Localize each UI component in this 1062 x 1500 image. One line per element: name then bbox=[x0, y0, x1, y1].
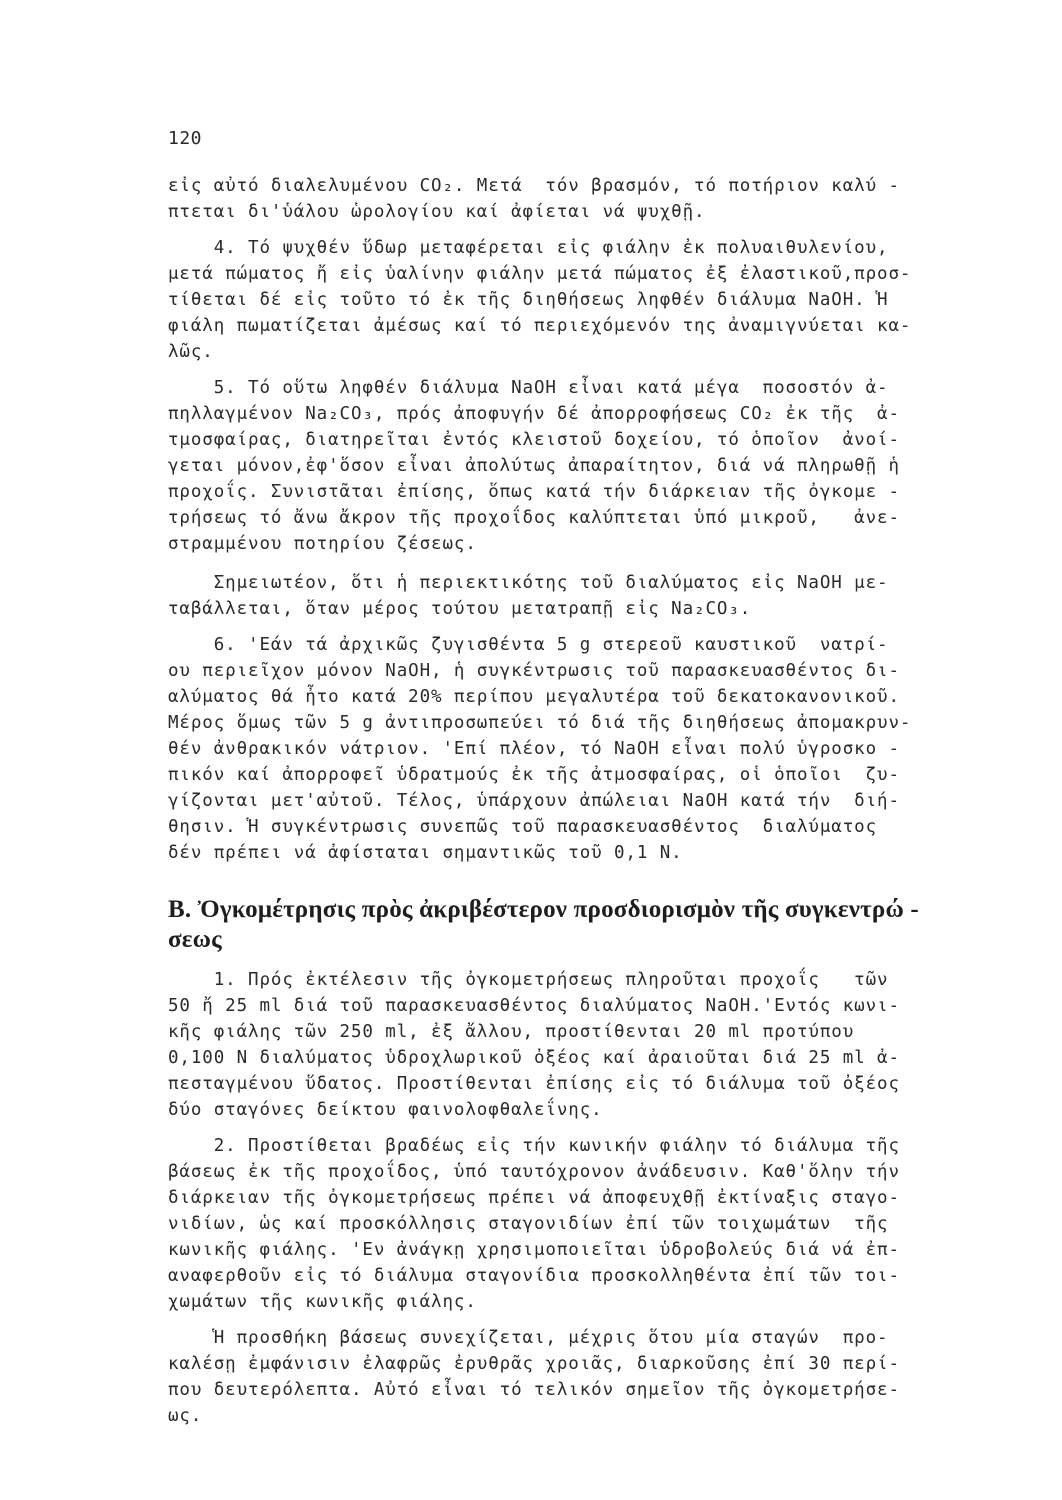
text-line: πτεται δι'ὑάλου ὡρολογίου καί ἀφίεται νά ψυχθῇ. bbox=[168, 202, 706, 222]
text-line: μετά πώματος ἤ εἰς ὑαλίνην φιάλην μετά πώματος ἐξ ἐλαστικοῦ,προσ- bbox=[168, 264, 912, 284]
text-line: φιάλη πωματίζεται ἀμέσως καί τό περιεχόμενόν της ἀναμιγνύεται κα- bbox=[168, 316, 912, 336]
text-line: πεσταγμένου ὕδατος. Προστίθενται ἐπίσης εἰς τό διάλυμα τοῦ ὀξέος bbox=[168, 1074, 900, 1094]
text-line: θέν ἀνθρακικόν νάτριον. 'Επί πλέον, τό NaOH εἶναι πολύ ὑγροσκο - bbox=[168, 739, 900, 759]
text-line: χωμάτων τῆς κωνικῆς φιάλης. bbox=[168, 1292, 477, 1312]
text-line: καλέσῃ ἐμφάνισιν ἐλαφρῶς ἐρυθρᾶς χροιᾶς, διαρκοῦσης ἐπί 30 περί- bbox=[168, 1354, 900, 1374]
text-line: πηλλαγμένον Na₂CO₃, πρός ἀποφυγήν δέ ἀπορροφήσεως CO₂ ἐκ τῆς ἀ- bbox=[168, 404, 900, 424]
text-line: γεται μόνον,ἐφ'ὅσον εἶναι ἀπολύτως ἀπαραίτητον, διά νά πληρωθῇ ἡ bbox=[168, 456, 900, 476]
text-line: που δευτερόλεπτα. Αὐτό εἶναι τό τελικόν σημεῖον τῆς ὀγκομετρήσε- bbox=[168, 1380, 900, 1400]
text-line: εἰς αὐτό διαλελυμένου CO₂. Μετά τόν βρασμόν, τό ποτήριον καλύ - bbox=[168, 176, 900, 196]
text-line: θησιν. Ἡ συγκέντρωσις συνεπῶς τοῦ παρασκευασθέντος διαλύματος bbox=[168, 817, 878, 837]
text-line: τμοσφαίρας, διατηρεῖται ἐντός κλειστοῦ δοχείου, τό ὁποῖον ἀνοί- bbox=[168, 430, 900, 450]
text-line: Μέρος ὅμως τῶν 5 g ἀντιπροσωπεύει τό διά τῆς διηθήσεως ἀπομακρυν- bbox=[168, 713, 912, 733]
text-line: πικόν καί ἀπορροφεῖ ὑδρατμούς ἐκ τῆς ἀτμοσφαίρας, οἱ ὁποῖοι ζυ- bbox=[168, 765, 900, 785]
section-heading: Β. Ὀγκομέτρησις πρὸς ἀκριβέστερον προσδιορισμὸν τῆς συγκεντρώ - bbox=[168, 896, 919, 923]
text-line: στραμμένου ποτηρίου ζέσεως. bbox=[168, 534, 477, 554]
text-line: Σημειωτέον, ὅτι ἡ περιεκτικότης τοῦ διαλύματος εἰς NaOH με- bbox=[168, 573, 889, 593]
text-line: αναφερθοῦν εἰς τό διάλυμα σταγονίδια προσκολληθέντα ἐπί τῶν τοι- bbox=[168, 1266, 900, 1286]
text-line: 6. 'Εάν τά ἀρχικῶς ζυγισθέντα 5 g στερεοῦ καυστικοῦ νατρί- bbox=[168, 635, 889, 655]
text-line: νιδίων, ὡς καί προσκόλλησις σταγονιδίων ἐπί τῶν τοιχωμάτων τῆς bbox=[168, 1214, 889, 1234]
text-line: ως. bbox=[168, 1406, 203, 1426]
text-line: 2. Προστίθεται βραδέως εἰς τήν κωνικήν φιάλην τό διάλυμα τῆς bbox=[168, 1136, 900, 1156]
text-line: δύο σταγόνες δείκτου φαινολοφθαλεΐνης. bbox=[168, 1100, 603, 1120]
text-line: δέν πρέπει νά ἀφίσταται σημαντικῶς τοῦ 0,1 N. bbox=[168, 843, 683, 863]
text-line: τρήσεως τό ἄνω ἄκρον τῆς προχοΐδος καλύπτεται ὑπό μικροῦ, ἀνε- bbox=[168, 508, 900, 528]
text-line: 50 ἤ 25 ml διά τοῦ παρασκευασθέντος διαλύματος NaOH.'Εντός κωνι- bbox=[168, 996, 900, 1016]
text-line: 5. Τό οὕτω ληφθέν διάλυμα NaOH εἶναι κατά μέγα ποσοστόν ἀ- bbox=[168, 378, 889, 398]
text-line: γίζονται μετ'αὐτοῦ. Τέλος, ὑπάρχουν ἀπώλειαι NaOH κατά τήν διή- bbox=[168, 791, 900, 811]
text-line: ου περιεῖχον μόνον NaOH, ἡ συγκέντρωσις τοῦ παρασκευασθέντος δι- bbox=[168, 661, 900, 681]
text-line: 1. Πρός ἐκτέλεσιν τῆς ὀγκομετρήσεως πληροῦται προχοΐς τῶν bbox=[168, 970, 889, 990]
text-line: ταβάλλεται, ὅταν μέρος τούτου μετατραπῇ εἰς Na₂CO₃. bbox=[168, 599, 752, 619]
text-line: κῆς φιάλης τῶν 250 ml, ἐξ ἄλλου, προστίθενται 20 ml προτύπου bbox=[168, 1022, 855, 1042]
text-line: κωνικῆς φιάλης. 'Εν ἀνάγκῃ χρησιμοποιεῖται ὑδροβολεύς διά νά ἐπ- bbox=[168, 1240, 900, 1260]
text-line: τίθεται δέ εἰς τοῦτο τό ἐκ τῆς διηθήσεως ληφθέν διάλυμα NaOH. Ἡ bbox=[168, 290, 889, 310]
text-line: λῶς. bbox=[168, 342, 214, 362]
text-line: 0,100 N διαλύματος ὑδροχλωρικοῦ ὀξέος καί ἀραιοῦται διά 25 ml ἀ- bbox=[168, 1048, 900, 1068]
text-line: διάρκειαν τῆς ὀγκομετρήσεως πρέπει νά ἀποφευχθῇ ἐκτίναξις σταγο- bbox=[168, 1188, 900, 1208]
section-heading: σεως bbox=[168, 926, 222, 953]
page-number: 120 bbox=[168, 128, 203, 149]
text-line: 4. Τό ψυχθέν ὕδωρ μεταφέρεται εἰς φιάλην ἐκ πολυαιθυλενίου, bbox=[168, 238, 889, 258]
text-line: βάσεως ἐκ τῆς προχοΐδος, ὑπό ταυτόχρονον ἀνάδευσιν. Καθ'ὅλην τήν bbox=[168, 1162, 900, 1182]
text-line: προχοΐς. Συνιστᾶται ἐπίσης, ὅπως κατά τήν διάρκειαν τῆς ὀγκομε - bbox=[168, 482, 900, 502]
text-line: Ἡ προσθήκη βάσεως συνεχίζεται, μέχρις ὅτου μία σταγών προ- bbox=[168, 1328, 889, 1348]
text-line: αλύματος θά ἦτο κατά 20% περίπου μεγαλυτέρα τοῦ δεκατοκανονικοῦ. bbox=[168, 687, 900, 707]
